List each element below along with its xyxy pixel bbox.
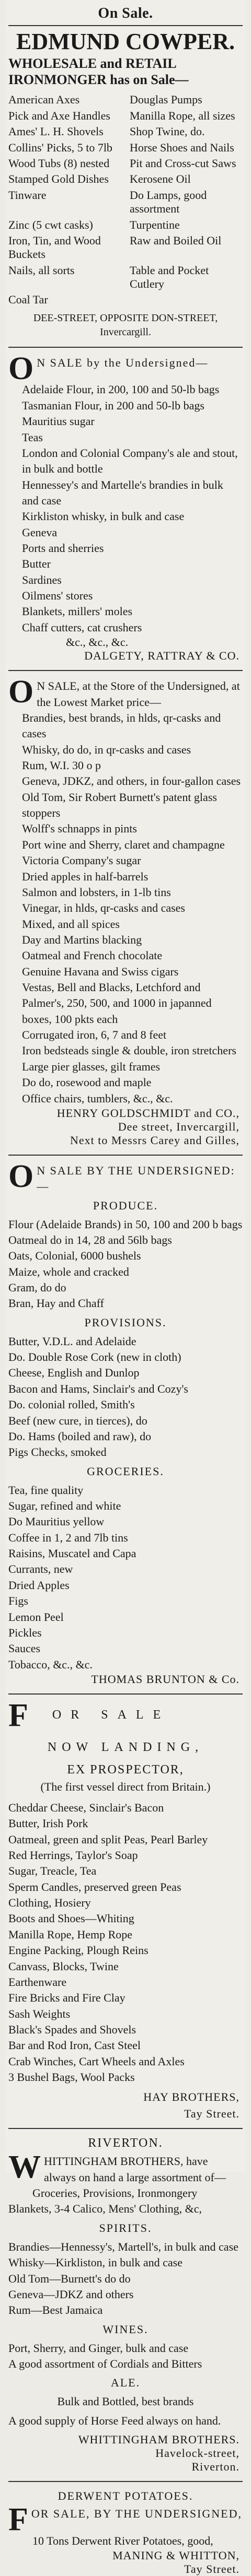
list-item: Boots and Shoes—Whiting: [8, 1912, 134, 1925]
whittingham-intro: HITTINGHAM BROTHERS, have always on hand a large assortment of—: [44, 2155, 226, 2184]
list-item: Vestas, Bell and Blacks, Letchford and Palmer's, 250, 500, and 1000 in japanned boxes, 100 pkts each: [22, 981, 212, 1026]
list-item: Teas: [22, 430, 43, 444]
page-title: On Sale.: [8, 3, 243, 26]
list-item: 3 Bushel Bags, Wool Packs: [8, 2071, 135, 2084]
list-item: Office chairs, tumblers, &c., &c.: [22, 1091, 173, 1105]
list-item: Whisky, do do, in qr-casks and cases: [22, 743, 191, 756]
brunton-intro: N SALE BY THE UNDERSIGNED:—: [37, 1163, 235, 1193]
provisions-list: [8, 1334, 243, 1461]
list-item: Bacon and Hams, Sinclair's and Cozy's: [8, 1382, 188, 1395]
dropcap-w: W: [8, 2149, 41, 2185]
list-item: Brandies—Hennessy's, Martell's, in bulk and case: [8, 2240, 238, 2253]
potatoes-advert: [8, 2489, 243, 2576]
dalgety-list: [8, 382, 243, 636]
groceries-heading: GROCERIES.: [87, 1464, 164, 1478]
list-item: Engine Packing, Plough Reins: [8, 1944, 149, 1957]
list-item: Sugar, refined and white: [8, 1499, 121, 1512]
list-item: Oatmeal, green and split Peas, Pearl Barley: [8, 1832, 208, 1846]
list-item: Ports and sherries: [22, 542, 104, 555]
list-item: Dried Apples: [8, 1578, 70, 1592]
goldschmidt-location: Next to Messrs Carey and Gilles,: [70, 1133, 239, 1147]
list-item: Beef (new cure, in tierces), do: [8, 1414, 147, 1427]
brunton-advert: [8, 1158, 243, 1686]
list-item: London and Colonial Company's ale and stout, in bulk and bottle: [22, 446, 238, 476]
cowper-item: Turpentine: [130, 218, 180, 231]
list-item: Butter, Irish Pork: [8, 1817, 88, 1830]
list-item: Bran, Hay and Chaff: [8, 1297, 104, 1310]
list-item: Bar and Rod Iron, Cast Steel: [8, 2039, 141, 2052]
list-item: Geneva: [22, 525, 58, 539]
dropcap-o: O: [8, 674, 34, 710]
hay-list: [8, 1800, 243, 2085]
provisions-heading: PROVISIONS.: [84, 1315, 167, 1329]
produce-list: [8, 1217, 243, 1312]
list-item: Sash Weights: [8, 2007, 71, 2020]
list-item: Sauces: [8, 1642, 41, 1655]
list-item: Flour (Adelaide Brands) in 50, 100 and 200 b bags: [8, 1217, 243, 1231]
hay-street: Tay Street.: [184, 2107, 239, 2121]
list-item: Raisins, Muscatel and Capa: [8, 1547, 136, 1560]
whittingham-line-3: Blankets, 3-4 Calico, Mens' Clothing, &c,: [8, 2202, 202, 2216]
list-item: Manilla Rope, Hemp Rope: [8, 1927, 133, 1941]
produce-heading: PRODUCE.: [93, 1198, 158, 1212]
whittingham-advert: [8, 2136, 243, 2474]
dalgety-signature: DALGETY, RATTRAY & CO.: [84, 649, 239, 663]
list-item: Mauritius sugar: [22, 415, 95, 428]
potatoes-line: 10 Tons Derwent River Potatoes, good,: [32, 2534, 213, 2547]
cowper-item: Douglas Pumps: [130, 93, 202, 107]
dalgety-advert: [8, 350, 243, 663]
list-item: Gram, do do: [8, 1281, 66, 1295]
list-item: Earthenware: [8, 1975, 67, 1989]
list-item: Do. Hams (boiled and raw), do: [8, 1429, 152, 1443]
list-item: Tea, fine quality: [8, 1483, 84, 1497]
cowper-item: Wood Tubs (8) nested: [8, 156, 110, 170]
cowper-item: Iron, Tin, and Wood Buckets: [8, 233, 101, 261]
divider: [8, 347, 243, 348]
groceries-list: [8, 1483, 243, 1673]
cowper-name: EDMUND COWPER.: [16, 29, 235, 54]
goldschmidt-advert: [8, 674, 243, 1147]
cowper-item: Kerosene Oil: [130, 172, 191, 186]
hay-ship-note: (The first vessel direct from Britain.): [40, 1780, 211, 1793]
list-item: Old Tom—Burnett's do do: [8, 2272, 131, 2285]
cowper-item-list: [8, 93, 243, 307]
list-item: Lemon Peel: [8, 1610, 64, 1624]
whittingham-signature: WHITTINGHAM BROTHERS.: [78, 2433, 239, 2446]
cowper-item: Do Lamps, good assortment: [130, 188, 207, 216]
divider: [8, 2481, 243, 2482]
list-item: Vinegar, in hlds, qr-casks and cases: [22, 901, 185, 915]
list-item: Rum—Best Jamaica: [8, 2303, 103, 2317]
list-item: Tobacco, &c., &c.: [8, 1657, 93, 1671]
list-item: Wolff's schnapps in pints: [22, 822, 137, 836]
list-item: Geneva—JDKZ and others: [8, 2287, 134, 2301]
spirits-list: [8, 2239, 243, 2319]
list-item: Oatmeal and French chocolate: [22, 949, 163, 962]
list-item: Do. Double Rose Cork (new in cloth): [8, 1350, 181, 1364]
divider: [8, 670, 243, 671]
divider: [8, 1155, 243, 1156]
hay-advert: [8, 1697, 243, 2121]
list-item: Currants, new: [8, 1562, 73, 1576]
list-item: Large pier glasses, gilt frames: [22, 1060, 161, 1073]
ale-heading: ALE.: [110, 2376, 141, 2390]
cowper-advert: [8, 30, 243, 339]
cowper-item: Stamped Gold Dishes: [8, 172, 109, 186]
whittingham-street: Havelock-street,: [155, 2446, 239, 2460]
list-item: Pigs Checks, smoked: [8, 1445, 107, 1459]
cowper-item: Pick and Axe Handles: [8, 109, 110, 122]
list-item: Corrugated iron, 6, 7 and 8 feet: [22, 1028, 167, 1042]
cowper-address: DEE-STREET, OPPOSITE DON-STREET, Invercargill.: [33, 312, 218, 338]
list-item: Cheddar Cheese, Sinclair's Bacon: [8, 1801, 164, 1814]
list-item: Port, Sherry, and Ginger, bulk and case: [8, 2341, 189, 2355]
divider: [8, 2128, 243, 2129]
cowper-item: Collins' Picks, 5 to 7lb: [8, 140, 112, 154]
dalgety-intro: N SALE by the Undersigned—: [37, 356, 209, 369]
list-item: Geneva, JDKZ, and others, in four-gallon cases: [22, 774, 241, 788]
list-item: Do do, rosewood and maple: [22, 1076, 152, 1089]
list-item: Sardines: [22, 573, 62, 586]
list-item: Oilmens' stores: [22, 589, 93, 603]
list-item: Salmon and lobsters, in 1-lb tins: [22, 885, 171, 899]
cowper-item: Ames' L. H. Shovels: [8, 125, 104, 138]
list-item: Kirkliston whisky, in bulk and case: [22, 510, 185, 523]
goldschmidt-intro: N SALE, at the Store of the Undersigned, at the Lowest Market price—: [37, 679, 240, 709]
list-item: Rum, W.I. 30 o p: [22, 758, 101, 772]
list-item: Canvass, Blocks, Twine: [8, 1959, 119, 1973]
cowper-item: Zinc (5 cwt casks): [8, 218, 93, 231]
list-item: Mixed, and all spices: [22, 917, 120, 931]
cowper-item: Tinware: [8, 188, 47, 202]
list-item: Old Tom, Sir Robert Burnett's patent glass stoppers: [22, 790, 217, 820]
goldschmidt-list: [8, 710, 243, 1107]
list-item: Butter: [22, 557, 51, 571]
list-item: Figs: [8, 1594, 28, 1608]
dropcap-f: F: [8, 1697, 28, 1733]
dropcap-o: O: [8, 1158, 34, 1194]
wines-list: [8, 2340, 243, 2372]
list-item: Tasmanian Flour, in 200 and 50-lb bags: [22, 398, 204, 412]
cowper-item: Shop Twine, do.: [130, 125, 205, 138]
cowper-item: Horse Shoes and Nails: [130, 140, 234, 154]
ale-line: Bulk and Bottled, best brands: [57, 2395, 194, 2408]
hay-heading: OR SALE: [52, 1708, 170, 1722]
list-item: Oatmeal do in 14, 28 and 56lb bags: [8, 1233, 172, 1246]
list-item: Dried apples in half-barrels: [22, 869, 149, 883]
cowper-item: Pit and Cross-cut Saws: [130, 156, 236, 170]
newspaper-page: [5, 0, 246, 2575]
wines-heading: WINES.: [102, 2322, 149, 2336]
list-item: Red Herrings, Taylor's Soap: [8, 1848, 138, 1862]
cowper-item: Nails, all sorts: [8, 263, 75, 277]
potatoes-intro: OR SALE, BY THE UNDERSIGNED,: [31, 2507, 242, 2521]
list-item: Chaff cutters, cat crushers: [22, 620, 142, 634]
list-item: Maize, whole and cracked: [8, 1265, 129, 1278]
cowper-item: Manilla Rope, all sizes: [130, 109, 235, 122]
cowper-item: Table and Pocket Cutlery: [130, 263, 209, 291]
list-item: Victoria Company's sugar: [22, 854, 141, 867]
list-item: Hennessey's and Martelle's brandies in bulk and case: [22, 478, 223, 507]
dropcap-f: F: [8, 2502, 28, 2538]
hay-signature: HAY BROTHERS,: [143, 2090, 239, 2104]
brunton-signature: THOMAS BRUNTON & Co.: [91, 1672, 239, 1686]
list-item: Oats, Colonial, 6000 bushels: [8, 1249, 141, 1263]
list-item: A good assortment of Cordials and Bitters: [8, 2357, 202, 2370]
cowper-item: [130, 293, 243, 307]
cowper-tagline: WHOLESALE and RETAIL IRONMONGER has on Sale—: [8, 56, 189, 88]
list-item: Whisky—Kirkliston, in bulk and case: [8, 2256, 183, 2269]
dalgety-etc: &c., &c., &c.: [66, 636, 129, 649]
list-item: Brandies, best brands, in hlds, qr-casks and cases: [22, 711, 221, 740]
potatoes-street: Tay Street.: [184, 2562, 239, 2575]
list-item: Sugar, Treacle, Tea: [8, 1864, 97, 1878]
list-item: Coffee in 1, 2 and 7lb tins: [8, 1531, 128, 1544]
potatoes-heading: DERWENT POTATOES.: [58, 2489, 193, 2503]
list-item: Clothing, Hosiery: [8, 1896, 91, 1910]
list-item: Genuine Havana and Swiss cigars: [22, 964, 179, 978]
potatoes-signature: MANING & WHITTON,: [112, 2549, 239, 2562]
goldschmidt-street: Dee street, Invercargill,: [118, 1120, 239, 1133]
horse-feed-line: A good supply of Horse Feed always on hand.: [8, 2414, 221, 2427]
list-item: Cheese, English and Dunlop: [8, 1366, 140, 1380]
cowper-item: Raw and Boiled Oil: [130, 233, 222, 247]
list-item: Adelaide Flour, in 200, 100 and 50-lb bags: [22, 383, 220, 396]
list-item: Do. colonial rolled, Smith's: [8, 1398, 135, 1411]
list-item: Fire Bricks and Fire Clay: [8, 1991, 126, 2005]
goldschmidt-signature: HENRY GOLDSCHMIDT and CO.,: [56, 1106, 239, 1120]
cowper-item: American Axes: [8, 93, 80, 107]
list-item: Sperm Candles, preserved green Peas: [8, 1880, 181, 1893]
list-item: Blankets, millers' moles: [22, 605, 133, 618]
list-item: Port wine and Sherry, claret and champagne: [22, 838, 225, 851]
whittingham-place: RIVERTON.: [88, 2136, 163, 2150]
whittingham-line-2: Groceries, Provisions, Ironmongery: [32, 2186, 198, 2200]
list-item: Pickles: [8, 1626, 42, 1639]
list-item: Black's Spades and Shovels: [8, 2022, 136, 2036]
dropcap-o: O: [8, 350, 34, 386]
list-item: Crab Winches, Cart Wheels and Axles: [8, 2054, 185, 2068]
list-item: Day and Martins blacking: [22, 933, 142, 946]
hay-ship: EX PROSPECTOR,: [67, 1762, 184, 1777]
spirits-heading: SPIRITS.: [99, 2221, 152, 2234]
list-item: Butter, V.D.L. and Adelaide: [8, 1334, 136, 1348]
divider: [8, 1693, 243, 1695]
cowper-item: Coal Tar: [8, 293, 48, 307]
whittingham-town: Riverton.: [191, 2460, 239, 2474]
list-item: Iron bedsteads single & double, iron stretchers: [22, 1044, 236, 1057]
hay-landing: NOW LANDING,: [47, 1740, 204, 1754]
list-item: Do Mauritius yellow: [8, 1515, 105, 1528]
